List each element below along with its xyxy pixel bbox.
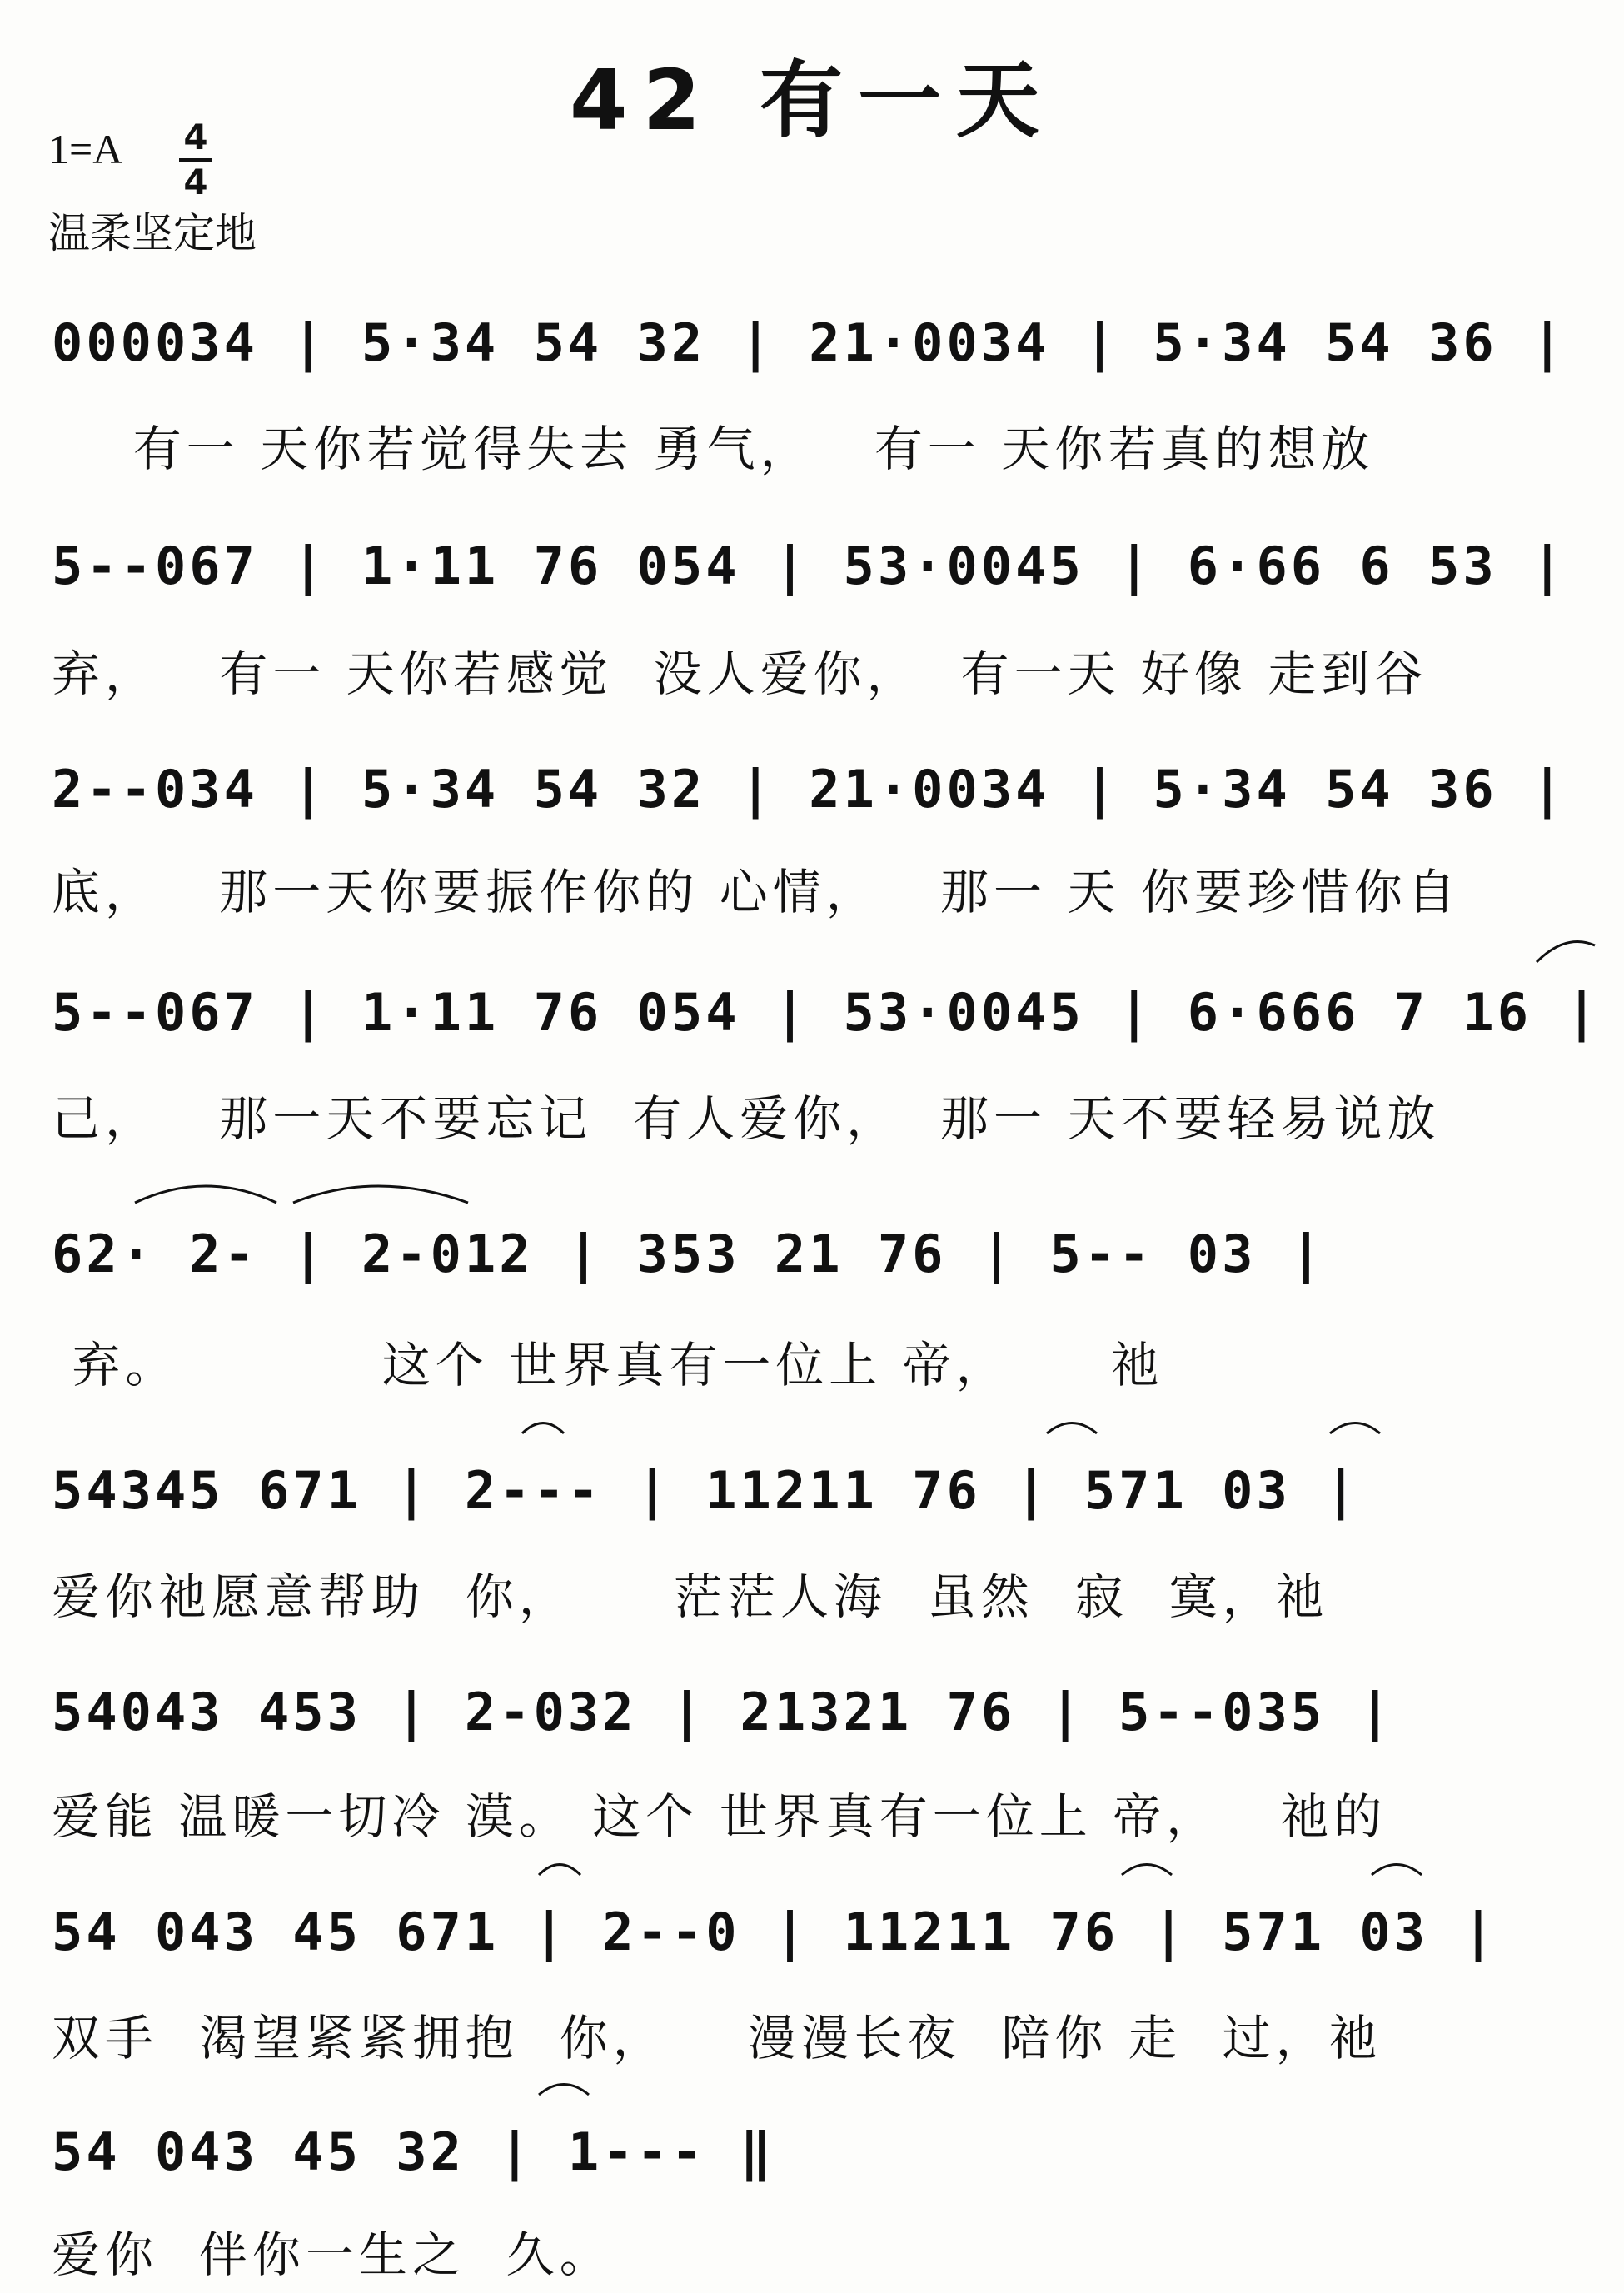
score-row: [52, 1194, 1601, 1294]
notation-line: 54 043 45 671 | 2--0 | 11211 76 | 571 03 |: [52, 1902, 1497, 1962]
lyric-line: 爱你祂愿意帮助 你， 茫茫人海 虽然 寂 寞，祂: [52, 1568, 1329, 1625]
score-row: [52, 730, 1601, 830]
notation-line: 54 043 45 32 | 1--- ‖: [52, 2121, 775, 2182]
score-row: [52, 506, 1601, 606]
key-signature: 1=A: [48, 126, 123, 172]
slur-mark: [1326, 1413, 1384, 1438]
notation-line: 54345 671 | 2--- | 11211 76 | 571 03 |: [52, 1460, 1360, 1521]
tie-mark: [127, 1169, 476, 1211]
lyric-line: 弃。 这个 世界真有一位上 帝， 祂: [52, 1337, 1164, 1393]
notation-line: 000034 | 5·34 54 32 | 21·0034 | 5·34 54 36 |: [52, 312, 1567, 373]
slur-mark: [1118, 1854, 1176, 1879]
time-signature-top: 4: [183, 117, 208, 157]
tempo-marking: 温柔坚定地: [48, 209, 257, 257]
notation-line: 62· 2- | 2-012 | 353 21 76 | 5-- 03 |: [52, 1224, 1326, 1284]
lyric-line: 底， 那一天你要振作你的 心情， 那一 天 你要珍惜你自: [52, 864, 1461, 920]
notation-line: 54043 453 | 2-032 | 21321 76 | 5--035 |: [52, 1682, 1394, 1742]
slur-mark: [1367, 1854, 1426, 1879]
score-row: [52, 1872, 1601, 1972]
slur-mark: [518, 1413, 568, 1438]
lyric-line: 爱能 温暖一切冷 漠。 这个 世界真有一位上 帝， 祂的: [52, 1788, 1387, 1845]
notation-line: 5--067 | 1·11 76 054 | 53·0045 | 6·66 6 53 |: [52, 536, 1567, 596]
lyric-line: 己， 那一天不要忘记 有人爱你， 那一 天不要轻易说放: [52, 1090, 1441, 1147]
score-row: [52, 1431, 1601, 1531]
lyric-line: 弃， 有一 天你若感觉 没人爱你， 有一天 好像 走到谷: [52, 646, 1428, 702]
song-title: 42 有一天: [570, 52, 1054, 149]
score-row: [52, 953, 1601, 1053]
lyric-line: 爱你 伴你一生之 久。: [52, 2226, 613, 2283]
slur-mark: [535, 1854, 585, 1879]
time-signature: [179, 118, 212, 202]
score-row: [52, 283, 1601, 383]
slur-mark: [535, 2074, 593, 2099]
time-signature-bottom: 4: [183, 162, 208, 202]
slur-mark: [1532, 933, 1599, 966]
lyric-line: 有一 天你若觉得失去 勇气， 有一 天你若真的想放: [52, 421, 1375, 477]
score-row: [52, 1652, 1601, 1752]
notation-line: 2--034 | 5·34 54 32 | 21·0034 | 5·34 54 36 |: [52, 759, 1567, 820]
score-row: [52, 2092, 1601, 2192]
notation-line: 5--067 | 1·11 76 054 | 53·0045 | 6·666 7 16 |: [52, 982, 1601, 1043]
lyric-line: 双手 渴望紧紧拥抱 你， 漫漫长夜 陪你 走 过，祂: [52, 2010, 1382, 2066]
slur-mark: [1043, 1413, 1101, 1438]
